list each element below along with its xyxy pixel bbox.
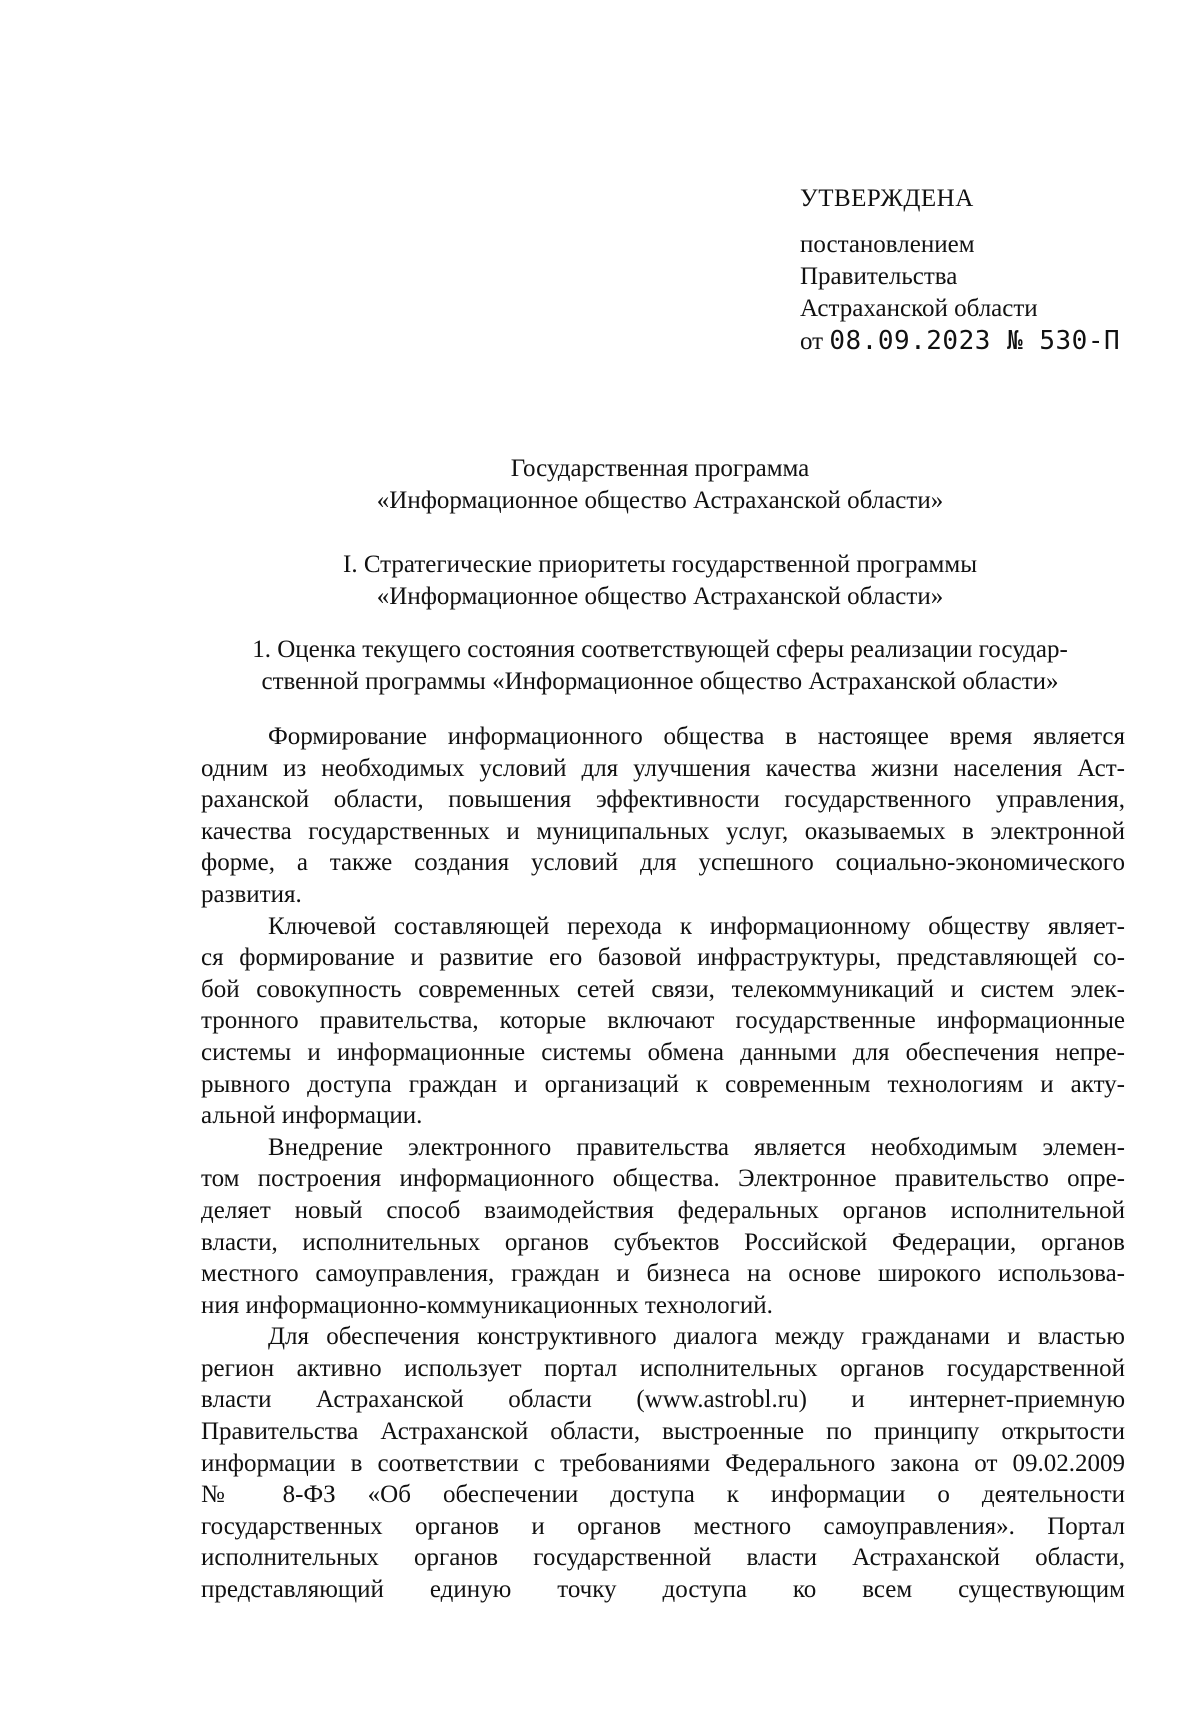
section-heading-line-2: «Информационное общество Астраханской области» [376, 583, 944, 610]
subsection-heading-line-1: 1. Оценка текущего состояния соответствующей сферы реализации государ- [252, 636, 1068, 663]
paragraph-line: местного самоуправления, граждан и бизнеса на основе широкого использова- [201, 1260, 1125, 1288]
paragraph-line: Правительства Астраханской области, выстроенные по принципу открытости [201, 1418, 1125, 1446]
body-text [201, 721, 1125, 1606]
paragraph-line: № 8-ФЗ «Об обеспечении доступа к информации о деятельности [201, 1481, 1125, 1509]
paragraph-line: бой совокупность современных сетей связи, телекоммуникаций и систем элек- [201, 975, 1125, 1003]
approval-line-3: Астраханской области [800, 295, 1038, 322]
paragraph-line: системы и информационные системы обмена данными для обеспечения непре- [201, 1038, 1125, 1066]
paragraph [201, 721, 1125, 911]
program-title [195, 453, 1125, 517]
paragraph-line: том построения информационного общества. Электронное правительство опре- [201, 1165, 1125, 1193]
subsection-heading-line-2: ственной программы «Информационное общество Астраханской области» [261, 668, 1059, 695]
paragraph-line: одним из необходимых условий для улучшения качества жизни населения Аст- [201, 754, 1125, 782]
program-title-line-2: «Информационное общество Астраханской области» [376, 487, 944, 514]
program-title-line-1: Государственная программа [510, 455, 810, 482]
approval-date-stamp: 08.09.2023 № 530-П [829, 326, 1121, 356]
paragraph-line: исполнительных органов государственной власти Астраханской области, [201, 1544, 1125, 1572]
paragraph-line: информации в соответствии с требованиями Федерального закона от 09.02.2009 [201, 1449, 1125, 1477]
paragraph [201, 1321, 1125, 1605]
paragraph-line: ся формирование и развитие его базовой инфраструктуры, представляющей со- [201, 944, 1125, 972]
paragraph-line: качества государственных и муниципальных услуг, оказываемых в электронной [201, 817, 1125, 845]
paragraph-line: государственных органов и органов местного самоуправления». Портал [201, 1512, 1125, 1540]
paragraph-line: власти Астраханской области (www.astrobl.ru) и интернет-приемную [201, 1386, 1125, 1414]
paragraph [201, 1132, 1125, 1322]
paragraph-line: тронного правительства, которые включают государственные информационные [201, 1007, 1125, 1035]
paragraph-line: власти, исполнительных органов субъектов Российской Федерации, органов [201, 1228, 1125, 1256]
paragraph-line: Ключевой составляющей перехода к информационному обществу являет- [268, 912, 1125, 940]
paragraph [201, 911, 1125, 1132]
paragraph-line: альной информации. [201, 1102, 423, 1130]
section-heading-line-1: I. Стратегические приоритеты государственной программы [343, 551, 977, 578]
paragraph-line: развития. [201, 880, 302, 908]
approval-line-2: Правительства [800, 263, 958, 290]
approval-date-prefix: от [800, 328, 824, 355]
approval-line-1: постановлением [800, 231, 975, 258]
paragraph-line: деляет новый способ взаимодействия федеральных органов исполнительной [201, 1196, 1125, 1224]
paragraph-line: рывного доступа граждан и организаций к современным технологиям и акту- [201, 1070, 1125, 1098]
paragraph-line: регион активно использует портал исполнительных органов государственной [201, 1354, 1125, 1382]
approval-date-line [800, 325, 1160, 358]
paragraph-line: форме, а также создания условий для успешного социально-экономического [201, 849, 1125, 877]
subsection-heading [195, 634, 1125, 698]
approval-block [800, 183, 1160, 358]
paragraph-line: раханской области, повышения эффективности государственного управления, [201, 786, 1125, 814]
paragraph-line: Формирование информационного общества в настоящее время является [268, 723, 1125, 750]
section-heading [195, 549, 1125, 613]
paragraph-line: представляющий единую точку доступа ко всем существующим [201, 1576, 1125, 1604]
paragraph-line: Для обеспечения конструктивного диалога между гражданами и властью [268, 1323, 1125, 1351]
paragraph-line: ния информационно-коммуникационных технологий. [201, 1291, 773, 1319]
paragraph-line: Внедрение электронного правительства является необходимым элемен- [268, 1133, 1125, 1161]
approval-heading: УТВЕРЖДЕНА [800, 185, 974, 212]
